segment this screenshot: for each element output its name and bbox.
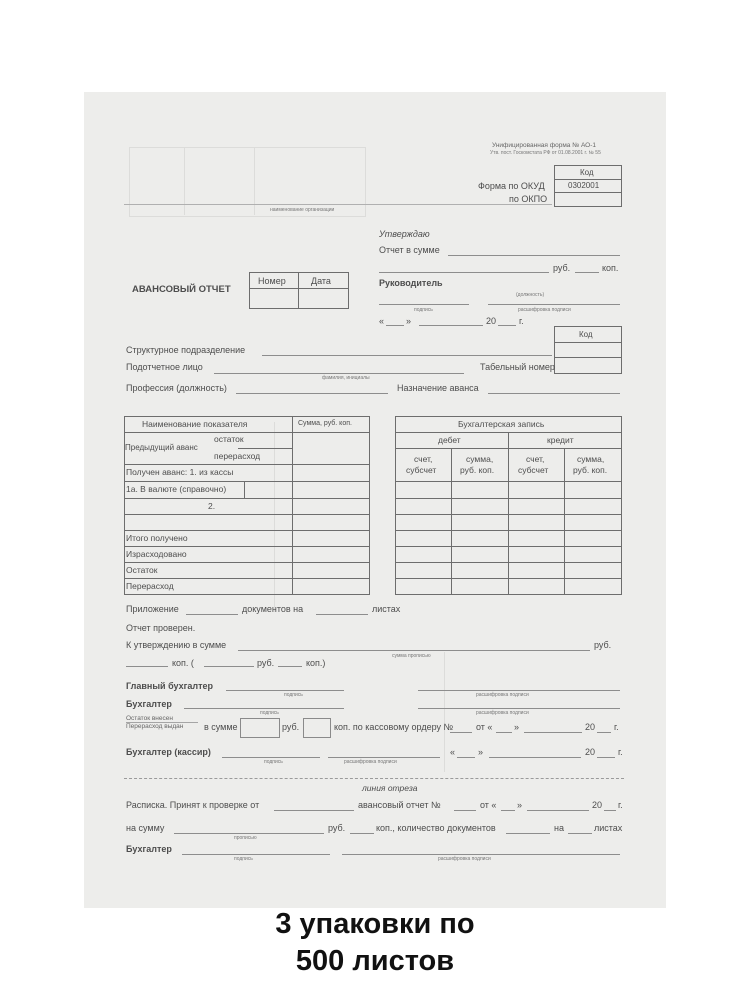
cashier-quote-open: « <box>450 747 456 757</box>
debit-amount-1: сумма, <box>466 454 494 464</box>
debit-amount-2: руб. коп. <box>460 465 495 475</box>
chief-signature-caption: подпись <box>284 692 303 698</box>
currency-advance: 1а. В валюте (справочно) <box>126 484 227 494</box>
receipt-month-line <box>527 810 589 811</box>
approve-heading: Утверждаю <box>379 229 430 239</box>
manager-position-line-2 <box>488 304 620 305</box>
date-quote-open: « <box>379 316 385 326</box>
on-sum-rub: руб. <box>328 823 346 833</box>
advance-purpose-label: Назначение аванса <box>397 383 479 393</box>
number-label: Номер <box>258 276 286 286</box>
cash-order-month-line <box>524 732 582 733</box>
accountant2-decode-line <box>342 854 620 855</box>
name-caption: фамилия, инициалы <box>322 375 370 381</box>
approve-rub: руб. <box>594 640 612 650</box>
header-name: Наименование показателя <box>142 419 248 429</box>
cash-order-day-line <box>496 732 512 733</box>
approve-rub-line <box>126 666 168 667</box>
cash-order-year-suffix: г. <box>614 722 619 732</box>
documents-on-label: документов на <box>242 604 304 614</box>
sheets-line <box>316 614 368 615</box>
unified-form-label: Унифицированная форма № АО-1 <box>492 142 597 149</box>
debit-account-1: счет, <box>414 454 433 464</box>
approve-kop-line <box>278 666 302 667</box>
organization-line <box>124 204 552 205</box>
cash-order-quote: » <box>514 722 520 732</box>
approve-sum-line <box>238 650 590 651</box>
sum-words-caption: сумма прописью <box>392 653 431 659</box>
date-label: Дата <box>311 276 331 286</box>
accountant2-signature-caption: подпись <box>234 856 253 862</box>
left-row-line <box>124 578 369 579</box>
date-quote-close: » <box>406 316 412 326</box>
kop-close: коп.) <box>306 658 326 668</box>
manager-decode-caption: расшифровка подписи <box>518 307 571 313</box>
okud-code: 0302001 <box>568 181 600 190</box>
left-row-line <box>124 562 369 563</box>
cashier-quote-close: » <box>478 747 484 757</box>
report-sum-line-2 <box>379 272 549 273</box>
cashier-year-line <box>597 757 615 758</box>
on-sum-line <box>174 833 324 834</box>
profession-line <box>236 393 388 394</box>
debit-account-2: субсчет <box>406 465 437 475</box>
left-row-line <box>124 530 369 531</box>
receipt-year-suffix: г. <box>618 800 623 810</box>
year-line <box>498 325 516 326</box>
cut-dashed-line <box>124 778 624 779</box>
overrun: Перерасход <box>126 581 174 591</box>
credit-amount-2: руб. коп. <box>573 465 608 475</box>
appendix-label: Приложение <box>126 604 179 614</box>
cashier-decode-caption: расшифровка подписи <box>344 759 397 765</box>
department-line <box>262 355 552 356</box>
caption-line-2: 500 листов <box>295 945 455 977</box>
received-advance: Получен аванс: 1. из кассы <box>126 467 234 477</box>
sheets-label: листах <box>372 604 401 614</box>
count-docs-line <box>506 833 550 834</box>
cashier-day-line <box>457 757 475 758</box>
left-row-line <box>124 432 369 433</box>
code-label-2: Код <box>579 330 593 339</box>
accountant-label: Бухгалтер <box>126 699 172 709</box>
count-docs-label: коп., количество документов <box>376 823 496 833</box>
approve-rub-2: руб. <box>257 658 275 668</box>
appendix-line <box>186 614 238 615</box>
left-row-line <box>238 448 292 449</box>
deposit-strike <box>126 722 198 723</box>
left-table-col <box>292 416 293 594</box>
accountant-decode-line <box>418 708 620 709</box>
cashier-month-line <box>489 757 581 758</box>
caption-line-1: 3 упаковки по <box>275 908 475 940</box>
words-caption: прописью <box>234 835 257 841</box>
credit-amount-1: сумма, <box>577 454 605 464</box>
right-col-line <box>508 432 509 594</box>
left-row-line <box>124 514 369 515</box>
cashier-year: 20 <box>585 747 596 757</box>
chief-decode-line <box>418 690 620 691</box>
advance-report-no-label: авансовый отчет № <box>358 800 441 810</box>
currency-cell-border <box>244 481 245 498</box>
rub-label: руб. <box>553 263 571 273</box>
accountant2-label: Бухгалтер <box>126 844 172 854</box>
tab-number-label: Табельный номер <box>480 362 555 372</box>
cash-order-no-line <box>450 732 472 733</box>
in-sum-label: в сумме <box>204 722 238 732</box>
cash-order-year: 20 <box>585 722 596 732</box>
form-sheet <box>84 92 666 908</box>
cashier-label: Бухгалтер (кассир) <box>126 747 211 757</box>
code-box-divider <box>554 192 621 193</box>
chief-signature-line <box>226 690 344 691</box>
left-row-line <box>124 481 369 482</box>
cashier-signature-line <box>222 757 320 758</box>
year-prefix: 20 <box>486 316 497 326</box>
cashier-year-suffix: г. <box>618 747 623 757</box>
report-sum-line <box>448 255 620 256</box>
credit-header: кредит <box>547 435 574 445</box>
cashier-decode-line <box>328 757 440 758</box>
year-suffix: г. <box>519 316 524 326</box>
receipt-sheets-label: листах <box>594 823 623 833</box>
on-label: на <box>554 823 564 833</box>
on-sheets-line <box>568 833 592 834</box>
accountant-signature-line <box>184 708 344 709</box>
receipt-from: от « <box>480 800 497 810</box>
chief-accountant-label: Главный бухгалтер <box>126 681 214 691</box>
receipt-label: Расписка. Принят к проверке от <box>126 800 260 810</box>
code-label: Код <box>580 168 594 177</box>
receipt-year: 20 <box>592 800 603 810</box>
department-label: Структурное подразделение <box>126 345 246 355</box>
code-box-2-divider <box>554 342 621 343</box>
cash-order-year-line <box>597 732 611 733</box>
remainder: остаток <box>214 434 244 444</box>
spent: Израсходовано <box>126 549 187 559</box>
left-row-line <box>124 546 369 547</box>
cash-order-label: коп. по кассовому ордеру № <box>334 722 454 732</box>
report-sum-label: Отчет в сумме <box>379 245 440 255</box>
debit-header: дебет <box>438 435 461 445</box>
sum-kop-box <box>303 718 331 738</box>
receipt-date-line <box>274 810 354 811</box>
on-sum-kop-line <box>350 833 374 834</box>
cut-line-label: линия отреза <box>362 783 418 793</box>
approve-rub-words-line <box>204 666 254 667</box>
approval-note: Утв. пост. Госкомстата РФ от 01.08.2001 г. № 55 <box>490 150 601 156</box>
checked-label: Отчет проверен. <box>126 623 196 633</box>
left-row-line <box>124 498 369 499</box>
overspend-issued: Перерасход выдан <box>126 723 184 730</box>
in-sum-rub: руб. <box>282 722 300 732</box>
kop-line <box>575 272 599 273</box>
chief-decode-caption: расшифровка подписи <box>476 692 529 698</box>
profession-label: Профессия (должность) <box>126 383 227 393</box>
left-row-line <box>124 464 369 465</box>
okpo-label: по ОКПО <box>509 194 548 204</box>
advance-purpose-line <box>488 393 620 394</box>
accountant2-signature-line <box>182 854 330 855</box>
number-date-divider-v <box>298 272 299 308</box>
report-no-line <box>454 810 476 811</box>
organization-caption: наименование организации <box>270 207 335 213</box>
code-box-2-divider <box>554 357 621 358</box>
accountant2-decode-caption: расшифровка подписи <box>438 856 491 862</box>
accountant-signature-caption: подпись <box>260 710 279 716</box>
on-sum-label: на сумму <box>126 823 165 833</box>
receipt-year-line <box>604 810 616 811</box>
credit-account-2: субсчет <box>518 465 549 475</box>
right-col-line <box>451 448 452 594</box>
right-col-line <box>564 448 565 594</box>
accounting-header: Бухгалтерская запись <box>458 419 545 429</box>
code-box-divider <box>554 179 621 180</box>
sum-rub-box <box>240 718 280 738</box>
total-received: Итого получено <box>126 533 188 543</box>
receipt-quote: » <box>517 800 523 810</box>
report-title: АВАНСОВЫЙ ОТЧЕТ <box>132 284 231 295</box>
accountable-label: Подотчетное лицо <box>126 362 203 372</box>
manager-label: Руководитель <box>379 278 443 288</box>
show-through-line <box>444 652 445 772</box>
balance: Остаток <box>126 565 158 575</box>
overspend: перерасход <box>214 451 261 461</box>
credit-account-1: счет, <box>526 454 545 464</box>
cashier-signature-caption: подпись <box>264 759 283 765</box>
month-line <box>419 325 483 326</box>
okud-label: Форма по ОКУД <box>478 181 545 191</box>
accountable-line <box>214 373 464 374</box>
position-caption: (должность) <box>516 292 545 298</box>
approve-sum-label: К утверждению в сумме <box>126 640 227 650</box>
kop-open: коп. ( <box>172 658 194 668</box>
manager-signature-caption: подпись <box>414 307 433 313</box>
accountant-decode-caption: расшифровка подписи <box>476 710 529 716</box>
prev-advance: Предыдущий аванс <box>125 443 198 452</box>
day-line <box>386 325 404 326</box>
receipt-day-line <box>501 810 515 811</box>
cash-order-from: от « <box>476 722 493 732</box>
manager-position-line <box>379 304 469 305</box>
kop-label: коп. <box>602 263 619 273</box>
header-sum: Сумма, руб. коп. <box>298 420 352 427</box>
item-2: 2. <box>208 501 216 511</box>
remainder-deposited: Остаток внесен <box>126 715 173 722</box>
